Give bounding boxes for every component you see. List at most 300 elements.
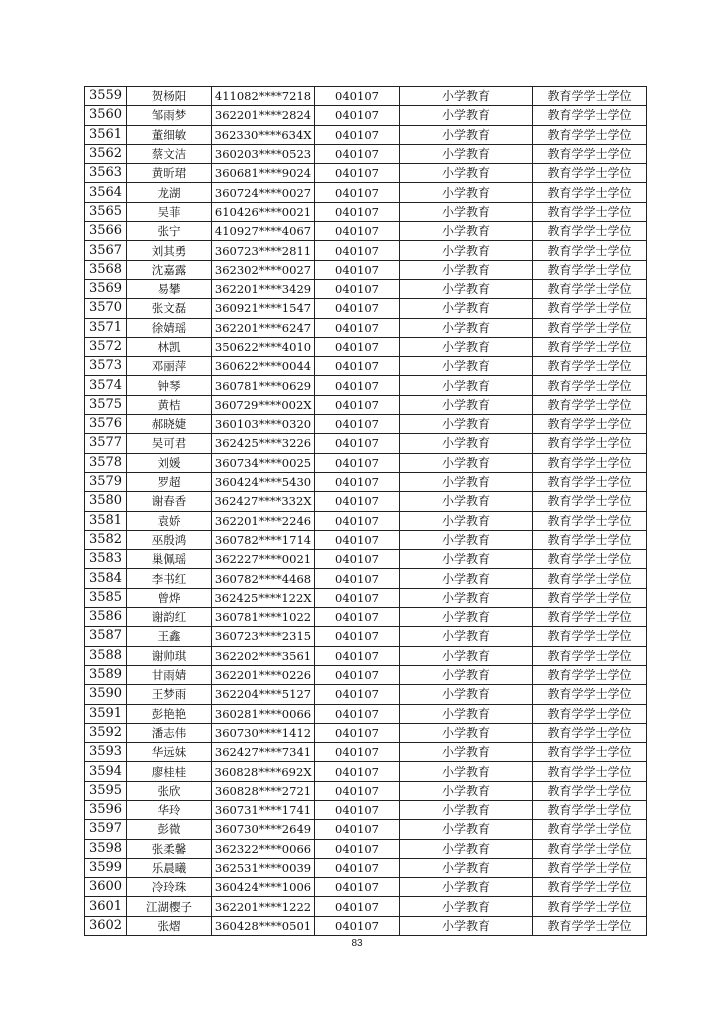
table-row <box>85 916 647 935</box>
table-row <box>85 279 647 298</box>
table-row <box>85 685 647 704</box>
id-number-cell: 350622****4010 <box>212 337 315 356</box>
major-code-cell: 040107 <box>315 472 400 491</box>
degree-cell: 教育学学士学位 <box>533 858 647 877</box>
table-row <box>85 897 647 916</box>
degree-cell: 教育学学士学位 <box>533 665 647 684</box>
major-code-cell: 040107 <box>315 376 400 395</box>
seq-cell: 3600 <box>85 878 127 897</box>
table-row <box>85 472 647 491</box>
seq-cell: 3591 <box>85 704 127 723</box>
major-cell: 小学教育 <box>400 530 533 549</box>
degree-cell: 教育学学士学位 <box>533 569 647 588</box>
major-cell: 小学教育 <box>400 106 533 125</box>
major-code-cell: 040107 <box>315 434 400 453</box>
name-cell: 蔡文洁 <box>127 144 212 163</box>
degree-cell: 教育学学士学位 <box>533 202 647 221</box>
degree-cell: 教育学学士学位 <box>533 916 647 935</box>
major-code-cell: 040107 <box>315 858 400 877</box>
table-row <box>85 337 647 356</box>
graduate-degree-table <box>84 86 647 936</box>
table-row <box>85 858 647 877</box>
major-cell: 小学教育 <box>400 222 533 241</box>
seq-cell: 3578 <box>85 453 127 472</box>
table-row <box>85 839 647 858</box>
seq-cell: 3565 <box>85 202 127 221</box>
table-row <box>85 144 647 163</box>
id-number-cell: 360781****1022 <box>212 608 315 627</box>
degree-cell: 教育学学士学位 <box>533 395 647 414</box>
table-row <box>85 260 647 279</box>
table-row <box>85 743 647 762</box>
id-number-cell: 362201****2824 <box>212 106 315 125</box>
seq-cell: 3577 <box>85 434 127 453</box>
table-row <box>85 511 647 530</box>
major-code-cell: 040107 <box>315 800 400 819</box>
major-code-cell: 040107 <box>315 279 400 298</box>
id-number-cell: 360723****2811 <box>212 241 315 260</box>
id-number-cell: 360103****0320 <box>212 415 315 434</box>
id-number-cell: 411082****7218 <box>212 87 315 106</box>
degree-cell: 教育学学士学位 <box>533 164 647 183</box>
id-number-cell: 360428****0501 <box>212 916 315 935</box>
table-row <box>85 202 647 221</box>
table-row <box>85 183 647 202</box>
id-number-cell: 362425****122X <box>212 588 315 607</box>
seq-cell: 3596 <box>85 800 127 819</box>
major-code-cell: 040107 <box>315 511 400 530</box>
major-code-cell: 040107 <box>315 299 400 318</box>
table-row <box>85 781 647 800</box>
major-cell: 小学教育 <box>400 125 533 144</box>
table-row <box>85 704 647 723</box>
name-cell: 王鑫 <box>127 627 212 646</box>
seq-cell: 3583 <box>85 550 127 569</box>
major-cell: 小学教育 <box>400 800 533 819</box>
name-cell: 冷玲珠 <box>127 878 212 897</box>
table-row <box>85 800 647 819</box>
name-cell: 沈嘉露 <box>127 260 212 279</box>
id-number-cell: 362330****634X <box>212 125 315 144</box>
major-cell: 小学教育 <box>400 858 533 877</box>
id-number-cell: 410927****4067 <box>212 222 315 241</box>
table-row <box>85 106 647 125</box>
major-cell: 小学教育 <box>400 318 533 337</box>
table-row <box>85 550 647 569</box>
seq-cell: 3593 <box>85 743 127 762</box>
id-number-cell: 360781****0629 <box>212 376 315 395</box>
name-cell: 袁娇 <box>127 511 212 530</box>
id-number-cell: 360731****1741 <box>212 800 315 819</box>
name-cell: 乐晨曦 <box>127 858 212 877</box>
name-cell: 巢佩瑶 <box>127 550 212 569</box>
seq-cell: 3598 <box>85 839 127 858</box>
major-code-cell: 040107 <box>315 569 400 588</box>
degree-cell: 教育学学士学位 <box>533 511 647 530</box>
id-number-cell: 362425****3226 <box>212 434 315 453</box>
name-cell: 吴可君 <box>127 434 212 453</box>
id-number-cell: 360730****1412 <box>212 723 315 742</box>
major-code-cell: 040107 <box>315 665 400 684</box>
major-code-cell: 040107 <box>315 241 400 260</box>
major-cell: 小学教育 <box>400 87 533 106</box>
major-cell: 小学教育 <box>400 511 533 530</box>
seq-cell: 3571 <box>85 318 127 337</box>
degree-cell: 教育学学士学位 <box>533 434 647 453</box>
name-cell: 张柔馨 <box>127 839 212 858</box>
name-cell: 谢帅琪 <box>127 646 212 665</box>
id-number-cell: 360203****0523 <box>212 144 315 163</box>
degree-cell: 教育学学士学位 <box>533 183 647 202</box>
degree-cell: 教育学学士学位 <box>533 241 647 260</box>
seq-cell: 3566 <box>85 222 127 241</box>
name-cell: 黄昕珺 <box>127 164 212 183</box>
name-cell: 龙湖 <box>127 183 212 202</box>
table-row <box>85 627 647 646</box>
table-row <box>85 820 647 839</box>
seq-cell: 3560 <box>85 106 127 125</box>
seq-cell: 3573 <box>85 357 127 376</box>
seq-cell: 3570 <box>85 299 127 318</box>
major-code-cell: 040107 <box>315 202 400 221</box>
major-code-cell: 040107 <box>315 685 400 704</box>
seq-cell: 3572 <box>85 337 127 356</box>
seq-cell: 3569 <box>85 279 127 298</box>
major-cell: 小学教育 <box>400 395 533 414</box>
id-number-cell: 362201****6247 <box>212 318 315 337</box>
major-cell: 小学教育 <box>400 415 533 434</box>
major-code-cell: 040107 <box>315 916 400 935</box>
name-cell: 吴菲 <box>127 202 212 221</box>
degree-cell: 教育学学士学位 <box>533 550 647 569</box>
seq-cell: 3564 <box>85 183 127 202</box>
name-cell: 潘志伟 <box>127 723 212 742</box>
major-code-cell: 040107 <box>315 260 400 279</box>
major-cell: 小学教育 <box>400 839 533 858</box>
seq-cell: 3563 <box>85 164 127 183</box>
major-cell: 小学教育 <box>400 183 533 202</box>
id-number-cell: 362204****5127 <box>212 685 315 704</box>
id-number-cell: 362201****2246 <box>212 511 315 530</box>
name-cell: 巫殷鸿 <box>127 530 212 549</box>
major-code-cell: 040107 <box>315 839 400 858</box>
seq-cell: 3568 <box>85 260 127 279</box>
table-row <box>85 878 647 897</box>
seq-cell: 3580 <box>85 492 127 511</box>
id-number-cell: 362302****0027 <box>212 260 315 279</box>
id-number-cell: 360681****9024 <box>212 164 315 183</box>
major-cell: 小学教育 <box>400 453 533 472</box>
major-code-cell: 040107 <box>315 743 400 762</box>
seq-cell: 3579 <box>85 472 127 491</box>
id-number-cell: 360281****0066 <box>212 704 315 723</box>
degree-cell: 教育学学士学位 <box>533 337 647 356</box>
table-row <box>85 164 647 183</box>
major-cell: 小学教育 <box>400 646 533 665</box>
table-row <box>85 241 647 260</box>
name-cell: 钟琴 <box>127 376 212 395</box>
major-code-cell: 040107 <box>315 357 400 376</box>
table-row <box>85 530 647 549</box>
degree-cell: 教育学学士学位 <box>533 453 647 472</box>
major-code-cell: 040107 <box>315 608 400 627</box>
table-row <box>85 434 647 453</box>
table-row <box>85 222 647 241</box>
seq-cell: 3581 <box>85 511 127 530</box>
seq-cell: 3585 <box>85 588 127 607</box>
degree-cell: 教育学学士学位 <box>533 800 647 819</box>
major-code-cell: 040107 <box>315 492 400 511</box>
major-cell: 小学教育 <box>400 916 533 935</box>
major-cell: 小学教育 <box>400 299 533 318</box>
id-number-cell: 360729****002X <box>212 395 315 414</box>
name-cell: 曾烨 <box>127 588 212 607</box>
degree-cell: 教育学学士学位 <box>533 897 647 916</box>
degree-cell: 教育学学士学位 <box>533 646 647 665</box>
id-number-cell: 362322****0066 <box>212 839 315 858</box>
id-number-cell: 360723****2315 <box>212 627 315 646</box>
seq-cell: 3586 <box>85 608 127 627</box>
id-number-cell: 360828****2721 <box>212 781 315 800</box>
degree-cell: 教育学学士学位 <box>533 878 647 897</box>
degree-cell: 教育学学士学位 <box>533 299 647 318</box>
id-number-cell: 362227****0021 <box>212 550 315 569</box>
name-cell: 黄桔 <box>127 395 212 414</box>
major-code-cell: 040107 <box>315 646 400 665</box>
name-cell: 张宁 <box>127 222 212 241</box>
table-row <box>85 299 647 318</box>
table-row <box>85 608 647 627</box>
major-code-cell: 040107 <box>315 87 400 106</box>
major-code-cell: 040107 <box>315 415 400 434</box>
id-number-cell: 362531****0039 <box>212 858 315 877</box>
seq-cell: 3590 <box>85 685 127 704</box>
major-code-cell: 040107 <box>315 897 400 916</box>
major-code-cell: 040107 <box>315 723 400 742</box>
major-cell: 小学教育 <box>400 472 533 491</box>
major-cell: 小学教育 <box>400 762 533 781</box>
major-code-cell: 040107 <box>315 627 400 646</box>
degree-cell: 教育学学士学位 <box>533 279 647 298</box>
name-cell: 甘雨婧 <box>127 665 212 684</box>
degree-cell: 教育学学士学位 <box>533 144 647 163</box>
id-number-cell: 362202****3561 <box>212 646 315 665</box>
major-cell: 小学教育 <box>400 357 533 376</box>
seq-cell: 3588 <box>85 646 127 665</box>
degree-cell: 教育学学士学位 <box>533 260 647 279</box>
id-number-cell: 362427****7341 <box>212 743 315 762</box>
major-cell: 小学教育 <box>400 569 533 588</box>
major-cell: 小学教育 <box>400 376 533 395</box>
major-cell: 小学教育 <box>400 704 533 723</box>
degree-cell: 教育学学士学位 <box>533 820 647 839</box>
name-cell: 邓丽萍 <box>127 357 212 376</box>
name-cell: 易攀 <box>127 279 212 298</box>
major-cell: 小学教育 <box>400 665 533 684</box>
major-code-cell: 040107 <box>315 222 400 241</box>
degree-cell: 教育学学士学位 <box>533 125 647 144</box>
major-cell: 小学教育 <box>400 492 533 511</box>
seq-cell: 3597 <box>85 820 127 839</box>
major-cell: 小学教育 <box>400 337 533 356</box>
table-body <box>85 87 647 936</box>
major-code-cell: 040107 <box>315 183 400 202</box>
major-cell: 小学教育 <box>400 588 533 607</box>
major-cell: 小学教育 <box>400 685 533 704</box>
major-cell: 小学教育 <box>400 781 533 800</box>
seq-cell: 3592 <box>85 723 127 742</box>
id-number-cell: 362201****3429 <box>212 279 315 298</box>
table-row <box>85 588 647 607</box>
seq-cell: 3575 <box>85 395 127 414</box>
degree-cell: 教育学学士学位 <box>533 743 647 762</box>
major-code-cell: 040107 <box>315 453 400 472</box>
seq-cell: 3599 <box>85 858 127 877</box>
major-code-cell: 040107 <box>315 125 400 144</box>
seq-cell: 3601 <box>85 897 127 916</box>
major-code-cell: 040107 <box>315 550 400 569</box>
degree-cell: 教育学学士学位 <box>533 472 647 491</box>
major-code-cell: 040107 <box>315 762 400 781</box>
id-number-cell: 360782****4468 <box>212 569 315 588</box>
name-cell: 董细敏 <box>127 125 212 144</box>
name-cell: 华远妹 <box>127 743 212 762</box>
degree-cell: 教育学学士学位 <box>533 376 647 395</box>
major-code-cell: 040107 <box>315 337 400 356</box>
table-row <box>85 492 647 511</box>
name-cell: 彭微 <box>127 820 212 839</box>
table-row <box>85 646 647 665</box>
degree-cell: 教育学学士学位 <box>533 357 647 376</box>
major-code-cell: 040107 <box>315 106 400 125</box>
id-number-cell: 362201****0226 <box>212 665 315 684</box>
major-cell: 小学教育 <box>400 723 533 742</box>
name-cell: 廖桂桂 <box>127 762 212 781</box>
name-cell: 刘其勇 <box>127 241 212 260</box>
major-cell: 小学教育 <box>400 434 533 453</box>
name-cell: 徐婧瑶 <box>127 318 212 337</box>
major-code-cell: 040107 <box>315 318 400 337</box>
major-cell: 小学教育 <box>400 164 533 183</box>
seq-cell: 3589 <box>85 665 127 684</box>
seq-cell: 3576 <box>85 415 127 434</box>
table-row <box>85 762 647 781</box>
seq-cell: 3567 <box>85 241 127 260</box>
major-code-cell: 040107 <box>315 878 400 897</box>
id-number-cell: 360921****1547 <box>212 299 315 318</box>
degree-cell: 教育学学士学位 <box>533 781 647 800</box>
name-cell: 林凯 <box>127 337 212 356</box>
table-row <box>85 453 647 472</box>
major-cell: 小学教育 <box>400 550 533 569</box>
seq-cell: 3561 <box>85 125 127 144</box>
name-cell: 贺杨阳 <box>127 87 212 106</box>
seq-cell: 3594 <box>85 762 127 781</box>
degree-cell: 教育学学士学位 <box>533 588 647 607</box>
major-code-cell: 040107 <box>315 395 400 414</box>
table-row <box>85 318 647 337</box>
id-number-cell: 360424****5430 <box>212 472 315 491</box>
name-cell: 张文磊 <box>127 299 212 318</box>
degree-cell: 教育学学士学位 <box>533 762 647 781</box>
table-row <box>85 87 647 106</box>
id-number-cell: 360782****1714 <box>212 530 315 549</box>
major-cell: 小学教育 <box>400 202 533 221</box>
major-code-cell: 040107 <box>315 144 400 163</box>
major-cell: 小学教育 <box>400 820 533 839</box>
seq-cell: 3559 <box>85 87 127 106</box>
seq-cell: 3582 <box>85 530 127 549</box>
major-cell: 小学教育 <box>400 144 533 163</box>
major-cell: 小学教育 <box>400 608 533 627</box>
major-cell: 小学教育 <box>400 897 533 916</box>
table-row <box>85 569 647 588</box>
name-cell: 江湖樱子 <box>127 897 212 916</box>
seq-cell: 3602 <box>85 916 127 935</box>
major-code-cell: 040107 <box>315 781 400 800</box>
id-number-cell: 360730****2649 <box>212 820 315 839</box>
name-cell: 谢春香 <box>127 492 212 511</box>
major-cell: 小学教育 <box>400 241 533 260</box>
name-cell: 华玲 <box>127 800 212 819</box>
name-cell: 彭艳艳 <box>127 704 212 723</box>
seq-cell: 3574 <box>85 376 127 395</box>
degree-cell: 教育学学士学位 <box>533 530 647 549</box>
table-row <box>85 395 647 414</box>
degree-cell: 教育学学士学位 <box>533 222 647 241</box>
degree-cell: 教育学学士学位 <box>533 415 647 434</box>
table-row <box>85 125 647 144</box>
name-cell: 邹雨梦 <box>127 106 212 125</box>
table-row <box>85 376 647 395</box>
major-cell: 小学教育 <box>400 878 533 897</box>
name-cell: 谢韵红 <box>127 608 212 627</box>
name-cell: 罗超 <box>127 472 212 491</box>
table-row <box>85 723 647 742</box>
name-cell: 郝晓婕 <box>127 415 212 434</box>
degree-cell: 教育学学士学位 <box>533 492 647 511</box>
major-cell: 小学教育 <box>400 260 533 279</box>
major-code-cell: 040107 <box>315 588 400 607</box>
degree-cell: 教育学学士学位 <box>533 704 647 723</box>
name-cell: 张欣 <box>127 781 212 800</box>
id-number-cell: 362201****1222 <box>212 897 315 916</box>
degree-cell: 教育学学士学位 <box>533 318 647 337</box>
degree-cell: 教育学学士学位 <box>533 627 647 646</box>
id-number-cell: 362427****332X <box>212 492 315 511</box>
major-cell: 小学教育 <box>400 279 533 298</box>
seq-cell: 3584 <box>85 569 127 588</box>
table-row <box>85 665 647 684</box>
name-cell: 张熠 <box>127 916 212 935</box>
degree-cell: 教育学学士学位 <box>533 608 647 627</box>
major-code-cell: 040107 <box>315 164 400 183</box>
degree-cell: 教育学学士学位 <box>533 87 647 106</box>
degree-cell: 教育学学士学位 <box>533 839 647 858</box>
major-code-cell: 040107 <box>315 530 400 549</box>
major-code-cell: 040107 <box>315 704 400 723</box>
major-cell: 小学教育 <box>400 743 533 762</box>
name-cell: 李书红 <box>127 569 212 588</box>
table-row <box>85 357 647 376</box>
seq-cell: 3562 <box>85 144 127 163</box>
id-number-cell: 360724****0027 <box>212 183 315 202</box>
degree-cell: 教育学学士学位 <box>533 723 647 742</box>
id-number-cell: 610426****0021 <box>212 202 315 221</box>
major-code-cell: 040107 <box>315 820 400 839</box>
name-cell: 王梦雨 <box>127 685 212 704</box>
major-cell: 小学教育 <box>400 627 533 646</box>
